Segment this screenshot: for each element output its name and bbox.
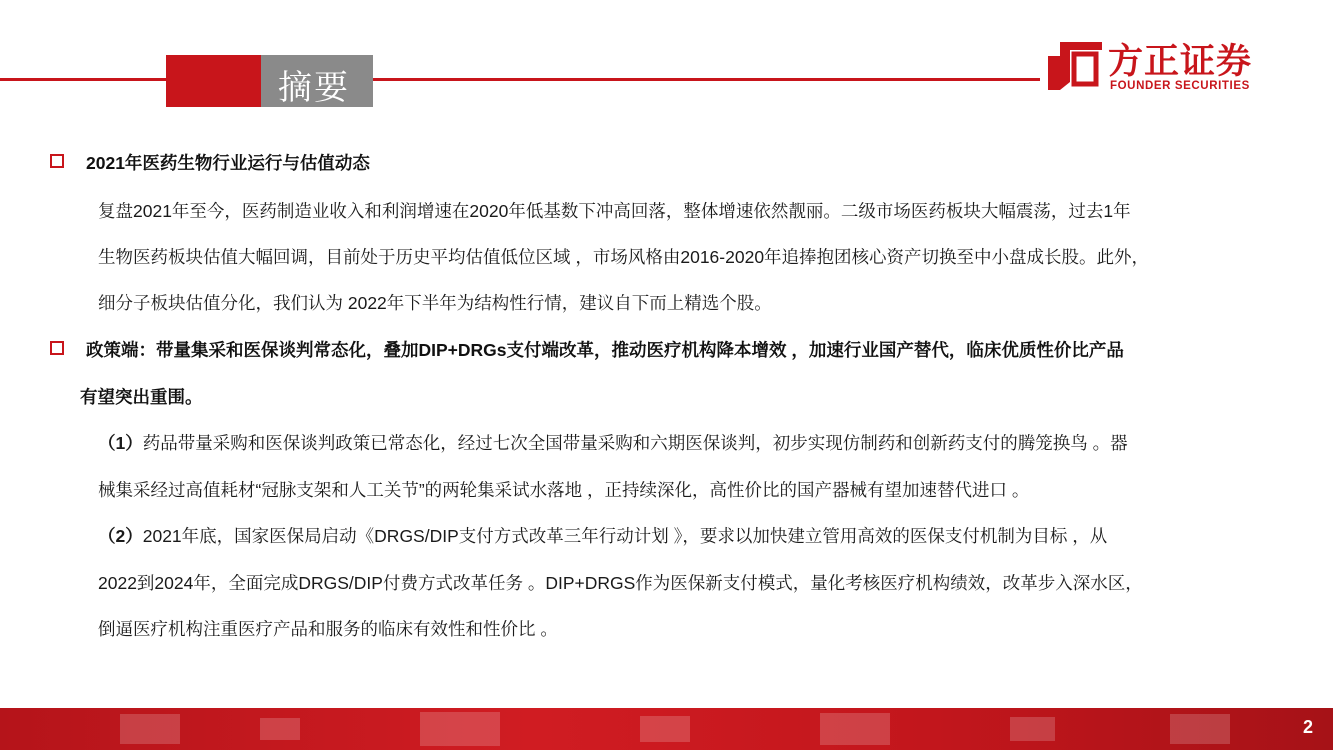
section1-heading: 2021年医药生物行业运行与估值动态 [86, 153, 370, 173]
item1-marker: （1） [98, 433, 143, 453]
item2-text: 2021年底，国家医保局启动《DRGS/DIP支付方式改革三年行动计划 》，要求以加快建立管用高效的医保支付机制为目标 ，从 [142, 526, 1108, 546]
section-title: 摘要 [278, 69, 350, 107]
section1-line-3: 细分子板块估值分化，我们认为 2022年下半年为结构性行情，建议自下而上精选个股。 [98, 293, 772, 313]
section1-line-1: 复盘2021年至今，医药制造业收入和利润增速在2020年低基数下冲高回落，整体增速依然靓丽。二级市场医药板块大幅震荡，过去1年 [98, 201, 1131, 221]
section2-item1-line2: 械集采经过高值耗材“冠脉支架和人工关节”的两轮集采试水落地 ，正持续深化，高性价比的国产器械有望加速替代进口 。 [98, 480, 1030, 500]
bullet-square-icon [50, 154, 64, 168]
section-title-red-block [166, 55, 261, 107]
section2-item2-line3: 倒逼医疗机构注重医疗产品和服务的临床有效性和性价比 。 [98, 619, 558, 639]
logo-english-name: FOUNDER SECURITIES [1110, 80, 1250, 92]
header-rule [0, 78, 1040, 81]
bullet-square-icon [50, 341, 64, 355]
section1-line-2: 生物医药板块估值大幅回调，目前处于历史平均估值低位区域 ，市场风格由2016-2020年追捧抱团核心资产切换至中小盘成长股。此外， [98, 247, 1150, 267]
section2-heading-line1: 政策端：带量集采和医保谈判常态化，叠加DIP+DRGs支付端改革，推动医疗机构降本增效 ，加速行业国产替代，临床优质性价比产品 [86, 340, 1124, 360]
logo-chinese-name: 方正证券 [1108, 42, 1253, 81]
item2-marker: （2） [98, 526, 143, 546]
section2-item2-line2: 2022到2024年，全面完成DRGS/DIP付费方式改革任务 。DIP+DRGS作为医保新支付模式，量化考核医疗机构绩效，改革步入深水区， [98, 573, 1143, 593]
founder-logo-mark-icon [1046, 38, 1104, 94]
item1-text: 药品带量采购和医保谈判政策已常态化，经过七次全国带量采购和六期医保谈判，初步实现仿制药和创新药支付的腾笼换鸟 。器 [142, 433, 1128, 453]
section2-item2-line1 [98, 523, 1107, 548]
founder-securities-logo [1046, 36, 1276, 96]
section2-heading-line2: 有望突出重围。 [80, 387, 203, 407]
page-number: 2 [1302, 717, 1313, 737]
section2-item1-line1 [98, 430, 1128, 455]
footer-pattern [0, 708, 1333, 750]
